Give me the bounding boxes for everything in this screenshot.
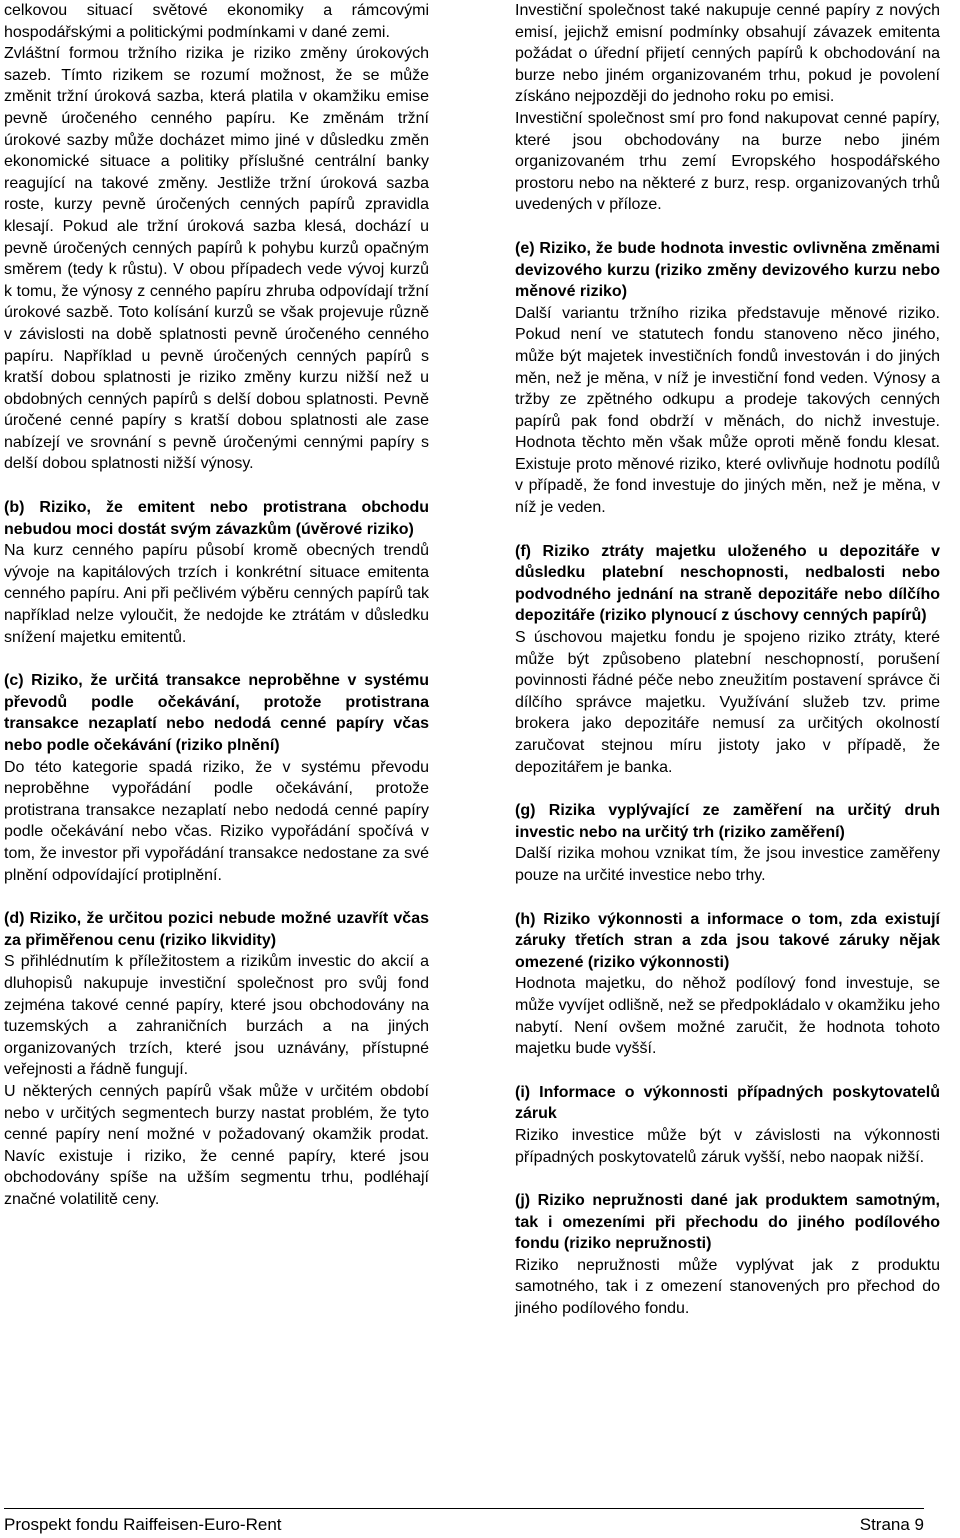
section-f-heading: (f) Riziko ztráty majetku uloženého u depozitáře v důsledku platební neschopnosti, nedbalosti nebo podvodného jednání na straně depozitáře nebo dílčího depozitáře (riziko plynoucí z úschovy cenných papírů) <box>515 542 940 625</box>
section-b-text: Na kurz cenného papíru působí kromě obecných trendů vývoje na kapitálových trzích i konkrétní situace emitenta cenného papíru. Ani při pečlivém výběru cenných papírů tak například nelze vyloučit, že nedojde ke ztrátám v důsledku snížení majetku emitentů. <box>4 542 429 646</box>
paragraph-interest-rate-risk: Zvláštní formou tržního rizika je riziko změny úrokových sazeb. Tímto rizikem se rozumí možnost, že se může změnit tržní úroková sazba, která platila v okamžiku emise pevně úročeného cenného papíru. Ke změnám tržní úrokové sazby může docházet mimo jiné v důsledku změn ekonomické situace a politiky příslušné centrální banky reagující na takové změny. Jestliže tržní úroková sazba roste, kurzy pevně úročených cenných papírů zpravidla klesají. Pokud ale tržní úroková sazba klesá, dochází u pevně úročených cenných papírů k pohybu kurzů opačným směrem (tedy k růstu). V obou případech vede vývoj kurzů k tomu, že výnosy z cenného papíru zhruba odpovídají tržní úrokové sazbě. Toto kolísání kurzů se však projevuje různě v závislosti na době splatnosti pevně úročeného cenného papíru. Například u pevně úročených cenných papírů s kratší dobou splatnosti je riziko změny kurzu nižší než u obdobných cenných papírů s delší dobou splatnosti. Pevně úročené cenné papíry s kratší dobou splatnosti ale zase nabízejí ve srovnání s pevně úročenými cennými papíry s delší dobou splatnosti nižší výnosy. <box>4 45 429 473</box>
footer-title: Prospekt fondu Raiffeisen-Euro-Rent <box>4 1515 282 1534</box>
section-d-text-4: Investiční společnost smí pro fond nakupovat cenné papíry, které jsou obchodovány na burze nebo jiném organizovaném trhu zemí Evropského hospodářského prostoru nebo na některé z burz, resp. organizovaných trhů uvedených v příloze. <box>515 109 940 214</box>
section-h-heading: (h) Riziko výkonnosti a informace o tom, zda existují záruky třetích stran a zda jsou takové záruky nějak omezené (riziko výkonnosti) <box>515 910 940 971</box>
section-h-text: Hodnota majetku, do něhož podílový fond investuje, se může vyvíjet odlišně, než se předpokládalo v okamžiku jeho nabytí. Není ovšem možné zaručit, že hodnota tohoto majetku bude vyšší. <box>515 975 940 1058</box>
section-i-text: Riziko investice může být v závislosti na výkonnosti případných poskytovatelů záruk vyšší, nebo naopak nižší. <box>515 1126 940 1166</box>
page-footer <box>4 1508 924 1534</box>
section-c-heading: (c) Riziko, že určitá transakce neproběhne v systému převodů podle očekávání, protože protistrana transakce nezaplatí nebo nedodá cenné papíry včas nebo podle očekávání (riziko plnění) <box>4 672 429 754</box>
section-j-text: Riziko nepružnosti může vyplývat jak z produktu samotného, tak i z omezení stanovených pro přechod do jiného podílového fondu. <box>515 1256 940 1318</box>
page-number: Strana 9 <box>859 1515 924 1534</box>
section-j-heading: (j) Riziko nepružnosti dané jak produktem samotným, tak i omezeními při přechodu do jiného podílového fondu (riziko nepružnosti) <box>515 1192 940 1253</box>
section-e-text: Další variantu tržního rizika představuje měnové riziko. Pokud není ve statutech fondu stanoveno něco jiného, může být majetek investičních fondů investován i do jiných měn, než je měna, v níž je investiční fond veden. Výnosy a tržby ze zpětného odkupu a prodeje takových cenných papírů pak fond obdrží v měnách, do nichž investuje. Hodnota těchto měn však může oproti měně fondu klesat. Existuje proto měnové riziko, které ovlivňuje hodnotu podílů v případě, že fond investuje do jiných měn, než je měna, v níž je veden. <box>515 304 940 517</box>
left-column <box>4 0 429 1210</box>
section-g-heading: (g) Rizika vyplývající ze zaměření na určitý druh investic nebo na určitý trh (riziko zaměření) <box>515 802 940 841</box>
section-d-text-3: Investiční společnost také nakupuje cenné papíry z nových emisí, jejichž emisní podmínky obsahují závazek emitenta požádat o úřední přijetí cenných papírů k obchodování na burze nebo jiném organizovaném trhu, pokud je povolení získáno nejpozději do jednoho roku po emisi. <box>515 2 940 106</box>
section-d-heading: (d) Riziko, že určitou pozici nebude možné uzavřít včas za přiměřenou cenu (riziko likvidity) <box>4 910 429 949</box>
section-d-text-1: S přihlédnutím k příležitostem a rizikům investic do akcií a dluhopisů nakupuje investiční společnost pro svůj fond zejména takové cenné papíry, které jsou obchodovány na tuzemských a zahraničních burzách a na jiných organizovaných trzích, které jsou uznávány, přístupné veřejnosti a řádně fungují. <box>4 953 429 1079</box>
section-g-text: Další rizika mohou vznikat tím, že jsou investice zaměřeny pouze na určité investice nebo trhy. <box>515 845 940 884</box>
section-d-text-2: U některých cenných papírů však může v určitém období nebo v určitých segmentech burzy nastat problém, že tyto cenné papíry není možné v požadovaný okamžik prodat. Navíc existuje i riziko, že cenné papíry, které jsou obchodovány spíše na užším segmentu trhu, podléhají značné volatilitě ceny. <box>4 1082 429 1208</box>
section-e-heading: (e) Riziko, že bude hodnota investic ovlivněna změnami devizového kurzu (riziko změny devizového kurzu nebo měnové riziko) <box>515 239 940 301</box>
section-f-text: S úschovou majetku fondu je spojeno riziko ztráty, které může být způsobeno platební neschopností, porušení povinnosti řádné péče nebo zneužitím postavení správce či dílčího správce majetku. Využívání služeb tzv. prime brokera jako depozitáře nemusí za určitých okolností zaručovat stejnou míru jistoty jako v případě, že depozitářem je banka. <box>515 629 940 776</box>
section-i-heading: (i) Informace o výkonnosti případných poskytovatelů záruk <box>515 1083 940 1123</box>
right-column <box>515 0 940 1320</box>
paragraph-intro: celkovou situací světové ekonomiky a rámcovými hospodářskými a politickými podmínkami v dané zemi. <box>4 2 429 41</box>
section-c-text: Do této kategorie spadá riziko, že v systému převodu neproběhne vypořádání podle očekávání, protože protistrana transakce nezaplatí nebo nedodá cenné papíry podle očekávání nebo včas. Riziko vypořádání spočívá v tom, že investor při vypořádání transakce nedostane za své plnění odpovídající protiplnění. <box>4 758 429 884</box>
section-b-heading: (b) Riziko, že emitent nebo protistrana obchodu nebudou moci dostát svým závazkům (úvěrové riziko) <box>4 499 429 538</box>
